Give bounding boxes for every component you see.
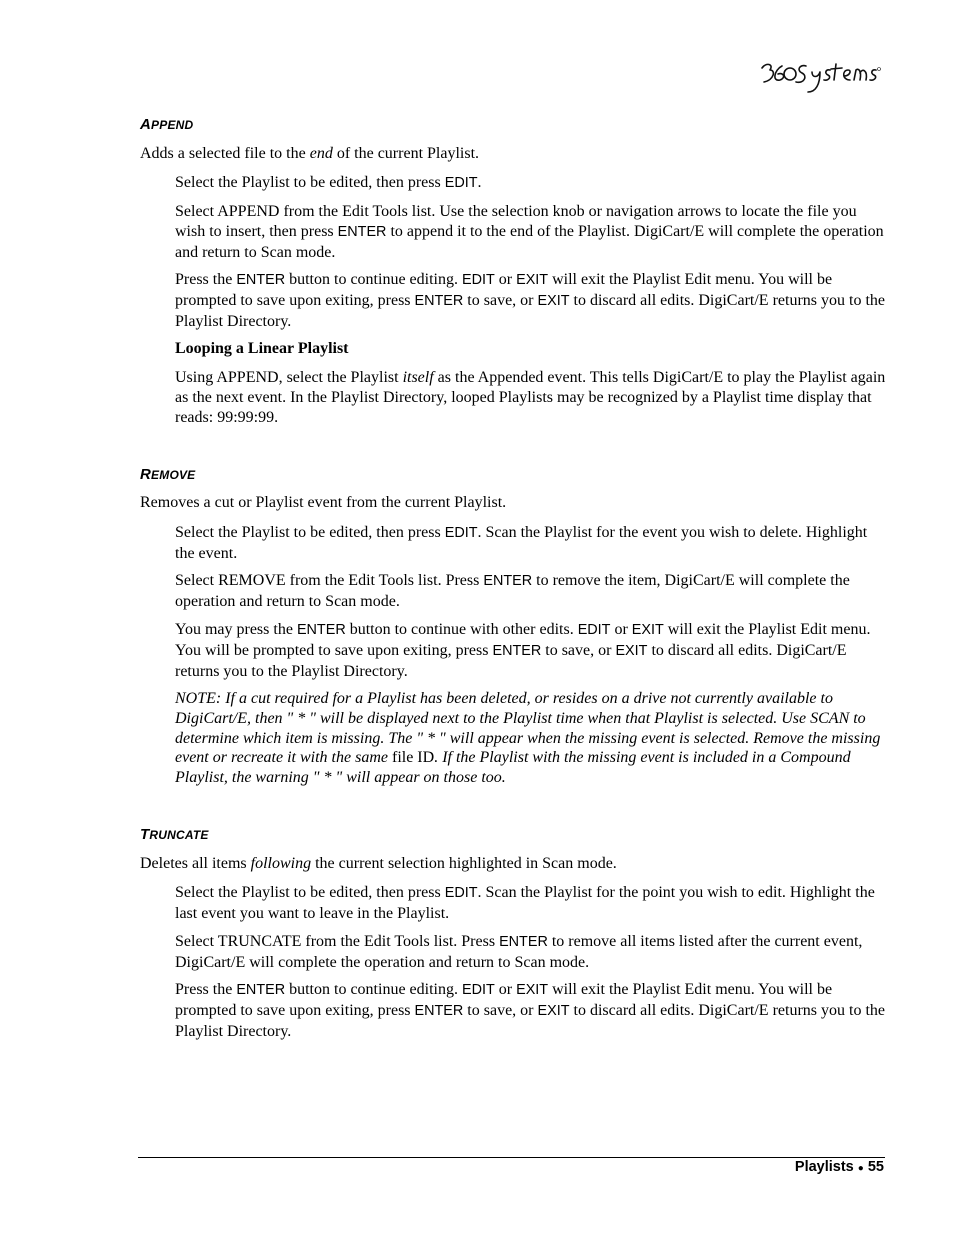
text-run: button to continue with other edits.: [345, 621, 578, 638]
key-label-exit: EXIT: [537, 292, 570, 309]
remove-intro: Removes a cut or Playlist event from the current Playlist.: [140, 494, 507, 511]
remove-step-3: [175, 620, 887, 681]
text-run: of the current Playlist.: [332, 145, 480, 162]
truncate-step-1: [175, 883, 887, 924]
text-run: will exit the Playlist Edit menu. You will be prompted to save upon exiting, press: [175, 621, 871, 659]
key-label-enter: ENTER: [296, 622, 346, 638]
text-file-id: file ID: [391, 749, 435, 767]
truncate-heading: [140, 826, 209, 843]
text-run: will exit the Playlist Edit menu. You will be prompted to save upon exiting, press: [175, 271, 833, 309]
append-step-2: [175, 202, 887, 262]
360-systems-logo-icon: [756, 56, 882, 96]
remove-heading-cap: R: [140, 466, 152, 483]
remove-heading: [140, 466, 195, 483]
text-run: .: [477, 174, 482, 191]
key-label-edit: EDIT: [461, 272, 495, 288]
footer-section-name: Playlists: [794, 1159, 854, 1175]
text-run: or: [494, 981, 517, 998]
text-run: to discard all edits. DigiCart/E returns you to the Playlist Directory.: [175, 291, 885, 330]
append-heading: [140, 116, 193, 133]
key-label-edit: EDIT: [461, 982, 495, 998]
text-run: Select the Playlist to be edited, then press: [175, 884, 445, 901]
text-run: . Scan the Playlist for the point you wish to edit. Highlight the last event you want to leave in the Playlist.: [175, 884, 875, 922]
truncate-intro: [140, 854, 885, 874]
text-run: button to continue editing.: [285, 271, 462, 288]
append-step-1: [175, 173, 887, 194]
append-heading-cap: A: [140, 116, 152, 133]
key-label-enter: ENTER: [236, 272, 286, 288]
key-label-exit: EXIT: [516, 982, 549, 998]
text-run: the current selection highlighted in Scan mode.: [311, 855, 617, 872]
text-run: button to continue editing.: [285, 981, 462, 998]
text-run: Using APPEND, select the Playlist: [175, 369, 403, 386]
text-run: or: [610, 621, 632, 638]
append-step-3: [175, 270, 887, 331]
footer-rule: [138, 1157, 885, 1158]
text-run: Select the Playlist to be edited, then press: [175, 524, 445, 541]
text-run: will exit the Playlist Edit menu. You will be prompted to save upon exiting, press: [175, 981, 833, 1019]
looping-subheading: Looping a Linear Playlist: [175, 340, 349, 357]
key-label-edit: EDIT: [444, 525, 478, 541]
key-label-enter: ENTER: [499, 934, 548, 950]
text-run: Select APPEND from the Edit Tools list. Use the selection knob or navigation arrows to locate the file you wish to insert, then press: [175, 203, 857, 240]
text-run: to save, or: [541, 641, 616, 659]
text-run: to remove all items listed after the current event, DigiCart/E will complete the operation and return to Scan mode.: [175, 933, 863, 971]
text-run: Press the: [175, 271, 237, 288]
text-run: Deletes all items: [140, 855, 251, 872]
truncate-step-3: [175, 980, 887, 1041]
remove-heading-rest: EMOVE: [151, 468, 196, 482]
text-run: to discard all edits. DigiCart/E returns you to the Playlist Directory.: [175, 641, 847, 680]
text-run: as the Appended event. This tells DigiCart/E to play the Playlist again as the next event. In the Playlist Directory, looped Playlists may be recognized by a Playlist time display that reads: 99:99:99.: [175, 369, 886, 426]
text-run: Adds a selected file to the: [140, 145, 310, 162]
page-footer: [795, 1159, 884, 1175]
text-run: to save, or: [463, 1001, 538, 1019]
key-label-enter: ENTER: [492, 642, 542, 659]
remove-note: [175, 689, 887, 788]
text-run: NOTE: If a cut required for a Playlist has been deleted, or resides on a drive not currently available to DigiCart/E, then " * " will be displayed next to the Playlist time when that Playlist is selected. Use SCAN to determine which item is missing. The " * " will appear when the missing event is selected. Remove the missing event or recreate it with the same: [175, 690, 881, 767]
page-number: 55: [867, 1159, 884, 1175]
text-run: . Scan the Playlist for the event you wish to delete. Highlight the event.: [175, 524, 868, 562]
key-label-enter: ENTER: [414, 1002, 464, 1019]
remove-step-1: [175, 523, 887, 564]
key-label-edit: EDIT: [444, 175, 478, 191]
text-run: Select TRUNCATE from the Edit Tools list. Press: [175, 933, 500, 950]
text-run: Select the Playlist to be edited, then press: [175, 174, 445, 191]
looping-text: [175, 368, 887, 427]
company-logo: [756, 56, 882, 96]
remove-step-2: [175, 571, 887, 612]
key-label-exit: EXIT: [615, 642, 648, 659]
key-label-enter: ENTER: [483, 573, 533, 589]
truncate-step-2: [175, 932, 887, 973]
key-label-enter: ENTER: [236, 982, 286, 998]
append-heading-rest: PPEND: [151, 118, 194, 132]
emphasis-end: end: [309, 145, 333, 162]
bullet-icon: ●: [857, 1163, 864, 1174]
text-run: to save, or: [463, 291, 538, 309]
key-label-edit: EDIT: [444, 885, 478, 901]
emphasis-itself: itself: [402, 369, 434, 386]
text-run: to append it to the end of the Playlist. DigiCart/E will complete the operation and return to Scan mode.: [175, 222, 884, 261]
text-run: to discard all edits. DigiCart/E returns you to the Playlist Directory.: [175, 1001, 885, 1040]
text-run: to remove the item, DigiCart/E will complete the operation and return to Scan mode.: [175, 572, 850, 610]
key-label-edit: EDIT: [577, 622, 611, 638]
truncate-heading-cap: T: [140, 826, 150, 843]
append-intro: [140, 144, 885, 164]
key-label-exit: EXIT: [631, 622, 664, 638]
text-run: Select REMOVE from the Edit Tools list. Press: [175, 572, 484, 589]
text-run: You may press the: [175, 621, 297, 638]
key-label-exit: EXIT: [516, 272, 549, 288]
truncate-heading-rest: RUNCATE: [149, 828, 209, 842]
emphasis-following: following: [250, 855, 312, 872]
key-label-enter: ENTER: [414, 292, 464, 309]
key-label-enter: ENTER: [337, 223, 387, 240]
key-label-exit: EXIT: [537, 1002, 570, 1019]
text-run: or: [494, 271, 517, 288]
text-run: . If the Playlist with the missing event is included in a Compound Playlist, the warning " * " will appear on those too.: [175, 749, 851, 787]
text-run: Press the: [175, 981, 237, 998]
